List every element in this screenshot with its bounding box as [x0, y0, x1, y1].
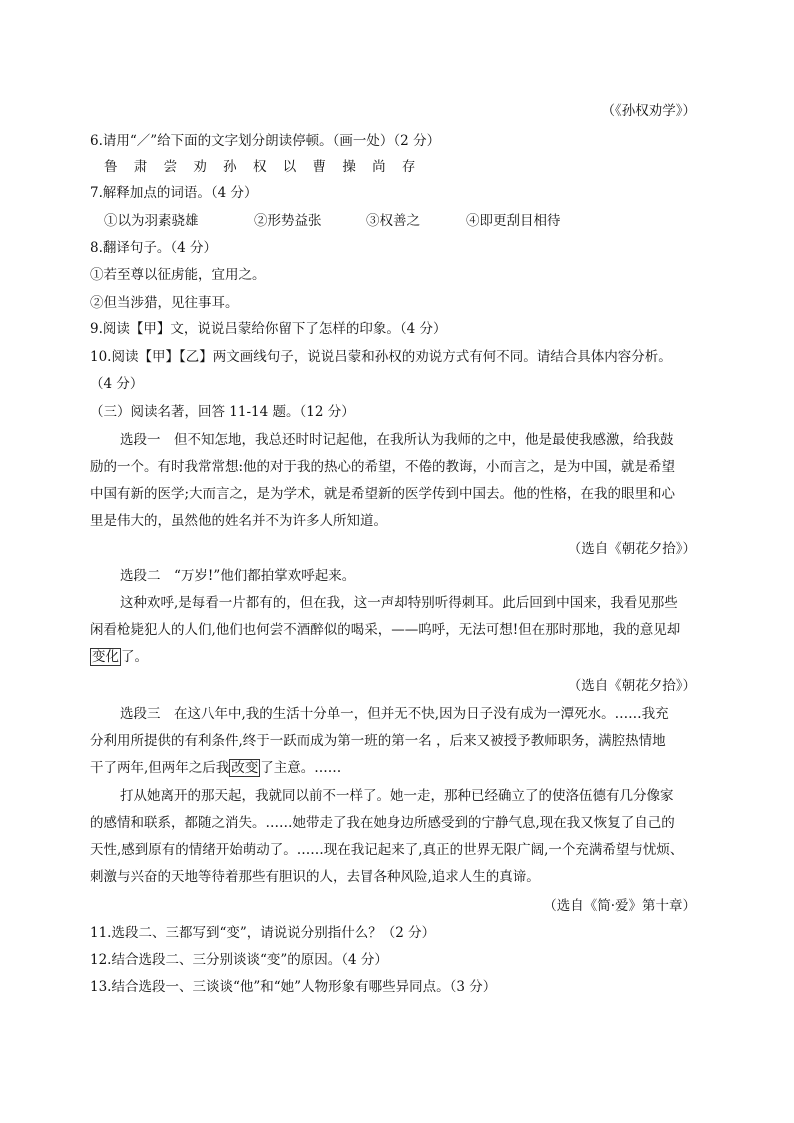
question-13: 13.结合选段一、三谈谈“他”和“她”人物形象有哪些异同点。（3 分）	[90, 979, 497, 995]
passage-4-line-1: 打从她离开的那天起，我就同以前不一样了。她一走，那种已经确立了的使洛伍德有几分像家	[120, 788, 674, 804]
passage-3-line-3-pre: 干了两年,但两年之后我	[90, 760, 230, 776]
passage-4-line-3: 天性,感到原有的情绪开始萌动了。……现在我记起来了,真正的世界无限广阔,一个充满希望与忧烦、	[90, 842, 684, 858]
q7-option-1: ①以为羽素骁雄	[104, 213, 199, 229]
question-12: 12.结合选段二、三分别谈谈“变”的原因。（4 分）	[90, 952, 388, 968]
source-jane-eyre: （选自《简·爱》第十章）	[543, 898, 696, 914]
question-8-item-1: ①若至尊以征虏能，宜用之。	[90, 267, 266, 283]
question-6-text: 鲁 肃 尝 劝 孙 权 以 曹 操 尚 存	[104, 159, 422, 175]
passage-3-line-3	[90, 759, 341, 777]
passage-3-line-2: 分利用所提供的有利条件,终于一跃而成为第一班的第一名 ，后来又被授予教师职务，满腔热情地	[90, 733, 666, 749]
question-7-options	[104, 212, 561, 230]
passage-1-line-3: 中国有新的医学;大而言之，是为学术，就是希望新的医学传到中国去。他的性格，在我的眼里和心	[90, 486, 676, 502]
passage-4-line-2: 的感情和联系，都随之消失。……她带走了我在她身边所感受到的宁静气息,现在我又恢复了自己的	[90, 815, 675, 831]
question-10-line-2: （4 分）	[90, 376, 144, 392]
passage-3-line-3-post: 了主意。……	[260, 760, 342, 776]
passage-2-line-4-rest: 了。	[121, 649, 148, 665]
question-8-item-2: ②但当涉猎，见往事耳。	[90, 295, 239, 311]
question-11: 11.选段二、三都写到“变”，请说说分别指什么？（2 分）	[90, 925, 436, 941]
passage-2-line-4	[90, 648, 148, 666]
passage-4-line-4: 刺激与兴奋的天地等待着那些有胆识的人，去冒各种风险,追求人生的真谛。	[90, 869, 540, 885]
question-10-line-1: 10.阅读【甲】【乙】两文画线句子，说说吕蒙和孙权的劝说方式有何不同。请结合具体内容分析。	[90, 349, 672, 365]
boxed-word-bianhua: 变化	[92, 649, 119, 665]
q7-option-4: ④即更刮目相待	[466, 213, 561, 229]
q7-option-3: ③权善之	[366, 213, 420, 229]
passage-1-line-1: 选段一 但不知怎地，我总还时时记起他，在我所认为我师的之中，他是最使我感激，给我鼓	[120, 432, 674, 448]
boxed-word-gaibian: 改变	[231, 760, 259, 776]
question-8: 8.翻译句子。（4 分）	[90, 240, 218, 256]
question-7: 7.解释加点的词语。（4 分）	[90, 185, 258, 201]
section-3-heading: （三）阅读名著，回答 11-14 题。（12 分）	[90, 404, 355, 420]
question-6: 6.请用“／”给下面的文字划分朗读停顿。（画一处）（2 分）	[90, 133, 441, 149]
source-zhaohua-1: （选自《朝花夕拾》）	[567, 541, 696, 557]
passage-2-line-1: 选段二 “万岁!”他们都拍掌欢呼起来。	[120, 568, 356, 584]
source-sunquan: （《孙权劝学》）	[601, 103, 696, 119]
passage-1-line-4: 里是伟大的，虽然他的姓名并不为许多人所知道。	[90, 513, 387, 529]
question-9: 9.阅读【甲】文，说说吕蒙给你留下了怎样的印象。（4 分）	[90, 321, 447, 337]
passage-1-line-2: 励的一个。有时我常常想:他的对于我的热心的希望，不倦的教诲，小而言之，是为中国，就是希望	[90, 459, 676, 475]
passage-2-line-3: 闲看枪毙犯人的人们,他们也何尝不酒醉似的喝采，——呜呼，无法可想!但在那时那地，我的意见却	[90, 622, 681, 638]
passage-3-line-1: 选段三 在这八年中,我的生活十分单一，但并无不快,因为日子没有成为一潭死水。……我充	[120, 706, 669, 722]
passage-2-line-2: 这种欢呼,是每看一片都有的，但在我，这一声却特别听得刺耳。此后回到中国来，我看见那些	[120, 595, 678, 611]
source-zhaohua-2: （选自《朝花夕拾》）	[567, 678, 696, 694]
q7-option-2: ②形势益张	[254, 213, 322, 229]
